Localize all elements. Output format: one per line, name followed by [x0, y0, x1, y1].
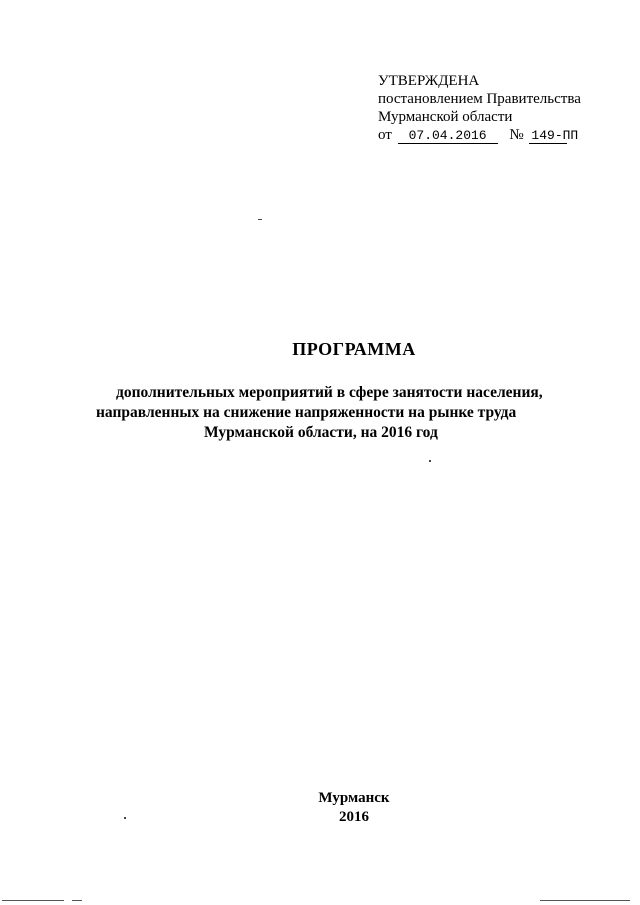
- scan-speck: [124, 817, 126, 819]
- approval-stamp: [378, 72, 628, 144]
- scan-edge-line: [2, 900, 64, 901]
- footer-city: Мурманск: [318, 790, 390, 806]
- subtitle-line-1: дополнительных мероприятий в сфере занятости населения,: [116, 384, 543, 401]
- document-footer: [0, 789, 640, 827]
- approval-heading: УТВЕРЖДЕНА: [378, 73, 480, 89]
- document-subtitle: [96, 383, 626, 443]
- footer-year: 2016: [339, 809, 369, 825]
- subtitle-line-2: направленных на снижение напряженности на рынке труда: [96, 404, 517, 421]
- approval-date-field: 07.04.2016: [398, 129, 498, 144]
- scan-speck: [429, 460, 431, 462]
- scan-speck: [258, 219, 262, 220]
- subtitle-line-3: Мурманской области, на 2016 год: [204, 424, 438, 441]
- approval-number-label: №: [509, 127, 524, 143]
- approval-number-field: 149-ПП: [531, 128, 579, 143]
- scan-edge-line: [72, 900, 82, 901]
- approval-region-line: Мурманской области: [378, 109, 513, 125]
- approval-resolution-line: постановлением Правительства: [378, 91, 581, 107]
- document-title: ПРОГРАММА: [292, 339, 416, 359]
- approval-date-line: [378, 126, 628, 144]
- approval-from-label: от: [378, 127, 392, 143]
- scan-edge-line: [540, 900, 630, 901]
